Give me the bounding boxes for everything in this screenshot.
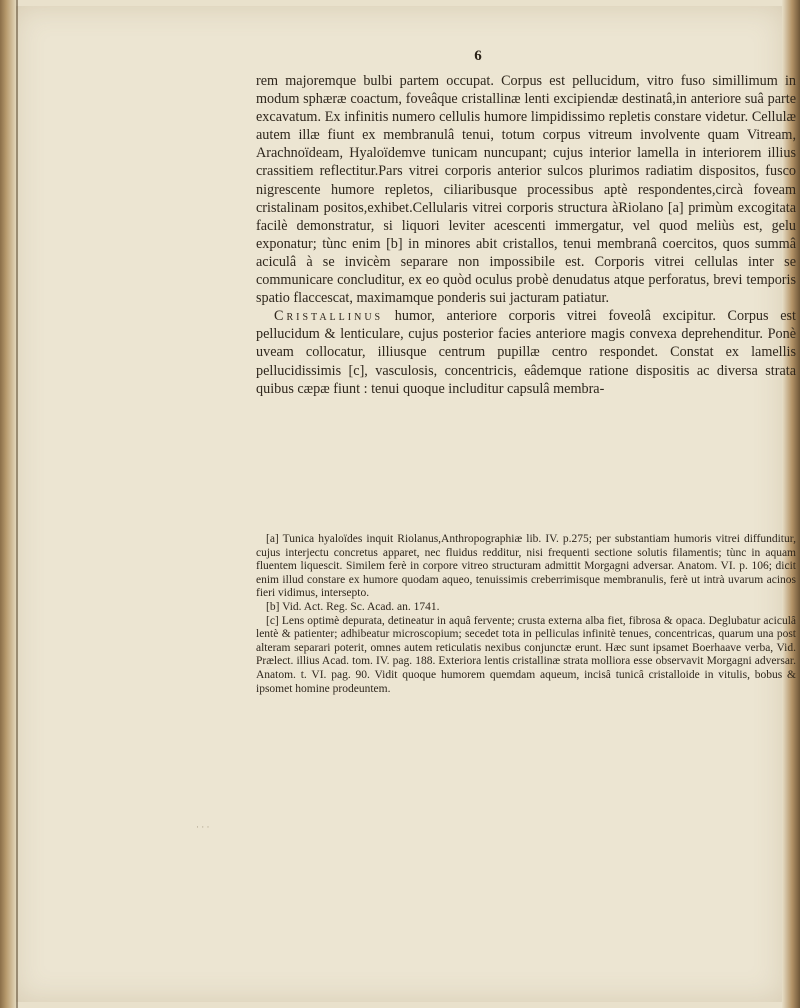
ink-smudge: · · · [196,822,210,832]
page-edge-left [0,0,16,1008]
footnote-b: [b] Vid. Act. Reg. Sc. Acad. an. 1741. [266,600,440,613]
paragraph-vitreous: rem majoremque bulbi partem occupat. Corpus est pellucidum, vitro fuso simillimum in modum sphæræ coactum, foveâque cristallinæ lenti excipiendæ destinatâ,in anteriore suâ parte excavatum. Ex infinitis numero cellulis humore limpidissimo repletis constare videtur. Cellulæ autem illæ fiunt ex membranulâ tenui, totum corpus vitreum involvente quam Vitream, Arachnoïdeam, Hyaloïdemve tunicam nuncupant; cujus interior lamella in interiorem illius crassitiem reflectitur.Pars vitrei corporis anterior sulcos plurimos radiatim dispositos, fusco nigrescente humore repletos, ciliaribusque processibus aptè respondentes,circà foveam cristalinam positos,exhibet.Cellularis vitrei corporis structura àRiolano [a] primùm excogitata facilè demonstratur, si liquori leviter acescenti immergatur, vel quod meliùs est, gelu exponatur; tùnc enim [b] in minores abit cristallos, tenui membranâ coercitos, quos summâ aciculâ à se invicèm separare non impossibile est. Corporis vitrei cellulas inter se communicare concluditur, ex eo quòd oculus probè denudatus atque perforatus, brevi temporis spatio flaccescat, maximamque ponderis sui jacturam patiatur. [256,73,796,307]
paragraph-crystalline-text: humor, anteriore corporis vitrei foveolâ excipitur. Corpus est pellucidum & lenticulare, cujus posterior facies anteriore magis convexa deprehenditur. Ponè uveam collocatur, illiusque centrum pupillæ centro respondet. Constat ex lamellis pellucidissimis [c], vasculosis, concentricis, eâdemque ratione dispositis ac diversa strata quibus cæpæ fiunt : tenui quoque includitur capsulâ membra- [256,308,796,397]
footnote-a: [a] Tunica hyaloïdes inquit Riolanus,Anthropographiæ lib. IV. p.275; per substantiam humoris vitrei diffunditur, cujus interjectu concretus apparet, nec fluidus redditur, nisi frequenti sectione solutis filamentis; tùnc in aquam fluentem liquescit. Similem ferè in corpore vitreo structuram admittit Morgagni adversar. Anatom. VI. p. 106; dicit enim illud constare ex humore quodam aqueo, tenuissimis creberrimisque membranulis, ferè ut intrà uvarum acinos fieri vidimus, interseptο. [256,533,796,600]
paragraph-crystalline [256,307,796,397]
footnote-c: [c] Lens optimè depurata, detineatur in aquâ fervente; crusta externa alba fiet, fibrosa & opaca. Deglubatur aciculâ lentè & patienter; adhibeatur microscopium; secedet tota in pelliculas infinitè tenues, concentricas, quarum una post alteram separari poterit, omnes autem reticulatis nexibus conjunctæ erunt. Hæc sunt ipsamet Boerhaave verba, Vid. Prælect. illius Acad. tom. IV. pag. 188. Exteriora lentis cristallinæ strata molliora esse observavit Morgagni adversar. Anatom. t. VI. pag. 90. Vidit quoque humorem quemdam aqueum, incisâ tunicâ cristalloide in vitulis, bobus & ipsomet homine prodeuntem. [256,614,796,695]
page-number: 6 [474,48,482,64]
paragraph-lead-word: Cristallinus [274,308,384,325]
footnotes [256,533,796,696]
main-text-block [256,72,796,398]
gutter-line [16,0,18,1008]
